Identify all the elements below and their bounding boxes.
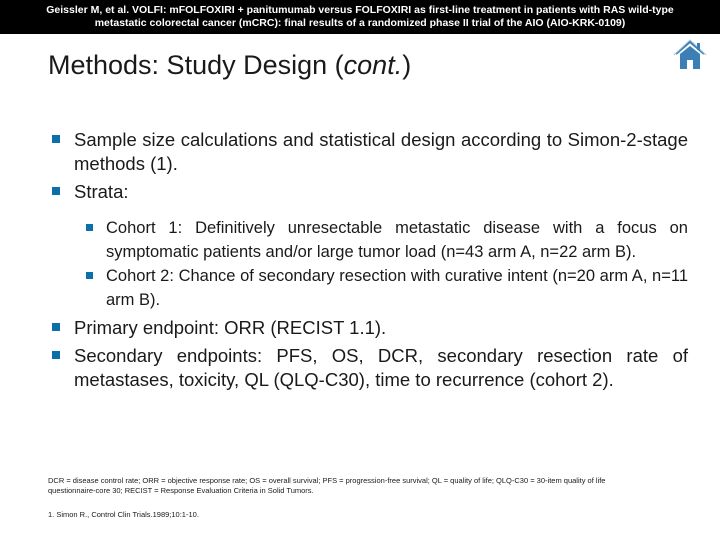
title-italic: cont. <box>343 50 403 80</box>
title-main: Methods: Study Design ( <box>48 50 344 80</box>
citation-line-1: Geissler M, et al. VOLFI: mFOLFOXIRI + panitumumab versus FOLFOXIRI as first-line treatment in patients with RAS wild-type <box>46 4 674 16</box>
sub-list-item: Cohort 2: Chance of secondary resection with curative intent (n=20 arm A, n=11 arm B). <box>52 264 688 312</box>
reference-footnote: 1. Simon R., Control Clin Trials.1989;10:1-10. <box>48 510 199 519</box>
title-end: ) <box>402 50 412 80</box>
abbreviations-footnote: DCR = disease control rate; ORR = objective response rate; OS = overall survival; PFS = progression-free survival; QL = quality of life; QLQ-C30 = 30-item quality of life questionnaire-core 30; RECIST = Response Evaluation Criteria in Solid Tumors. <box>48 476 606 495</box>
citation-line-2: metastatic colorectal cancer (mCRC): final results of a randomized phase II trial of the AIO (AIO-KRK-0109) <box>94 17 626 29</box>
sub-list-item: Cohort 1: Definitively unresectable metastatic disease with a focus on symptomatic patients and/or large tumor load (n=43 arm A, n=22 arm B). <box>52 216 688 264</box>
bullet-marker <box>52 323 60 331</box>
bullet-marker <box>86 272 93 279</box>
list-item: Sample size calculations and statistical design according to Simon-2-stage methods (1). <box>52 128 688 176</box>
page-title <box>48 50 411 81</box>
list-item: Secondary endpoints: PFS, OS, DCR, secondary resection rate of metastases, toxicity, QL (QLQ-C30), time to recurrence (cohort 2). <box>52 344 688 392</box>
bullet-marker <box>52 135 60 143</box>
list-item: Primary endpoint: ORR (RECIST 1.1). <box>52 316 688 340</box>
home-icon[interactable] <box>673 38 707 72</box>
bullet-marker <box>52 187 60 195</box>
bullet-marker <box>52 351 60 359</box>
bullet-marker <box>86 224 93 231</box>
bullet-list <box>52 128 688 396</box>
citation-header <box>0 0 720 34</box>
list-item: Strata: <box>52 180 688 204</box>
